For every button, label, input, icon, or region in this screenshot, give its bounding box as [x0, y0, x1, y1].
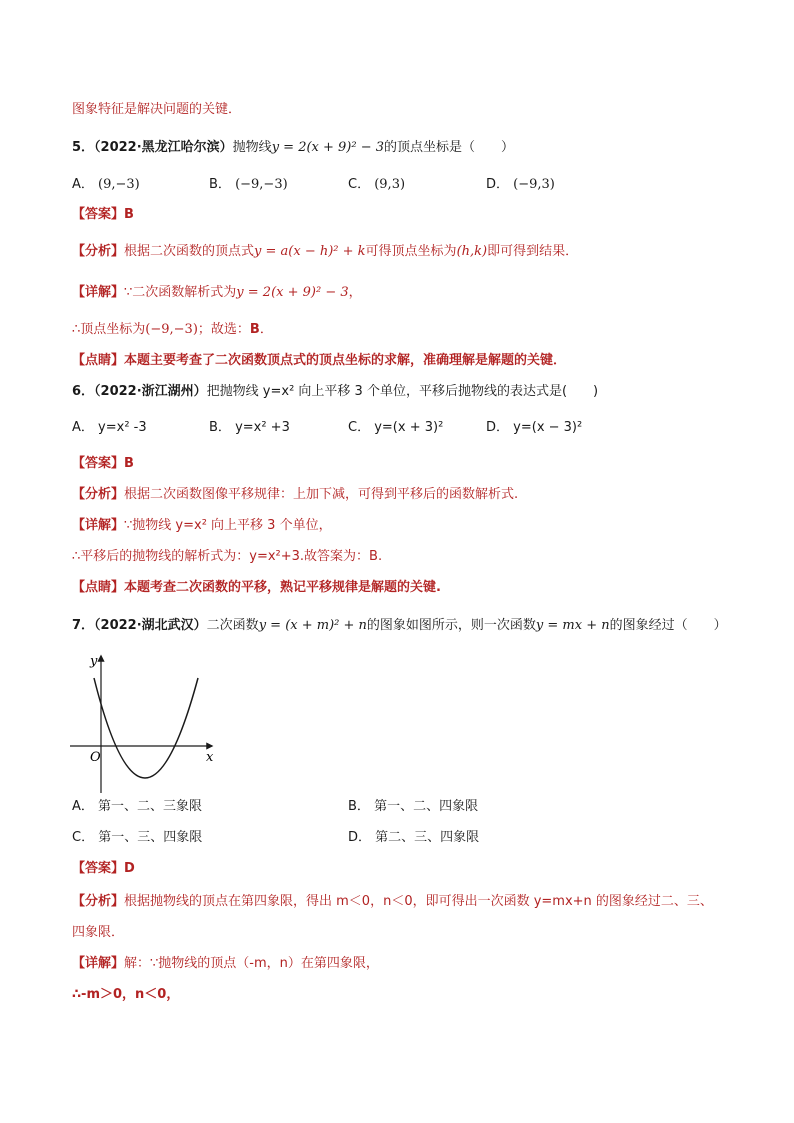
- stem-text: 抛物线: [232, 140, 272, 155]
- stem-text: 的顶点坐标是（ ）: [384, 140, 515, 155]
- question-number: 5．: [72, 140, 95, 155]
- answer-line: 【答案】B: [72, 456, 134, 471]
- comment-line: 【点睛】本题考查二次函数的平移，熟记平移规律是解题的关键.: [72, 580, 441, 595]
- detail-line-2: ∴-m＞0，n＜0，: [72, 987, 180, 1002]
- analysis-line: 【分析】根据二次函数图像平移规律：上加下减，可得到平移后的函数解析式.: [72, 487, 519, 502]
- formula: y = 2(x + 9)² − 3: [271, 140, 385, 155]
- option-a: A． (9,−3): [72, 177, 140, 192]
- continued-text: 图象特征是解决问题的关键．: [72, 102, 242, 117]
- question-6-stem: 6．（2022·浙江湖州）把抛物线 y=x² 向上平移 3 个单位，平移后抛物线的表达式是( ): [72, 384, 599, 399]
- question-source: （2022·黑龙江哈尔滨）: [94, 140, 233, 155]
- origin-label: O: [90, 750, 101, 765]
- detail-line: 【详解】解：∵抛物线的顶点（-m，n）在第四象限，: [72, 956, 379, 971]
- question-7-stem: 7．（2022·湖北武汉）二次函数y = (x + m)² + n的图象如图所示，则一次函数y = mx + n的图象经过（ ）: [72, 618, 727, 633]
- option-c: C． (9,3): [348, 177, 406, 192]
- option-c: C． 第一、三、四象限: [72, 830, 203, 845]
- option-d: D． y=(x − 3)²: [486, 420, 583, 435]
- parabola-graph: [66, 648, 226, 798]
- option-b: B． (−9,−3): [209, 177, 288, 192]
- option-a: A． 第一、二、三象限: [72, 799, 203, 814]
- y-axis-label: y: [90, 654, 98, 669]
- comment-line: 【点睛】本题主要考查了二次函数顶点式的顶点坐标的求解，准确理解是解题的关键．: [72, 353, 567, 368]
- option-b: B． 第一、二、四象限: [348, 799, 479, 814]
- option-a: A． y=x² -3: [72, 420, 147, 435]
- detail-line-2: ∴顶点坐标为(−9,−3)；故选：B．: [72, 322, 273, 337]
- detail-line-2: ∴平移后的抛物线的解析式为：y=x²+3.故答案为：B.: [72, 549, 383, 564]
- analysis-line: 【分析】根据二次函数的顶点式y = a(x − h)² + k可得顶点坐标为(h,k)即可得到结果．: [72, 244, 579, 259]
- option-d: D． (−9,3): [486, 177, 555, 192]
- detail-line: 【详解】∵抛物线 y=x² 向上平移 3 个单位，: [72, 518, 332, 533]
- x-axis-label: x: [206, 750, 214, 765]
- question-5-stem: [72, 139, 514, 157]
- analysis-line: 【分析】根据抛物线的顶点在第四象限，得出 m＜0，n＜0，即可得出一次函数 y=mx+n 的图象经过二、三、: [72, 894, 713, 909]
- option-c: C． y=(x + 3)²: [348, 420, 444, 435]
- option-b: B． y=x² +3: [209, 420, 290, 435]
- answer-line: 【答案】B: [72, 207, 134, 222]
- analysis-line-2: 四象限．: [72, 925, 125, 940]
- detail-line: 【详解】∵二次函数解析式为y = 2(x + 9)² − 3，: [72, 285, 362, 300]
- parabola-curve: [94, 678, 198, 778]
- option-d: D． 第二、三、四象限: [348, 830, 480, 845]
- answer-line: 【答案】D: [72, 861, 135, 876]
